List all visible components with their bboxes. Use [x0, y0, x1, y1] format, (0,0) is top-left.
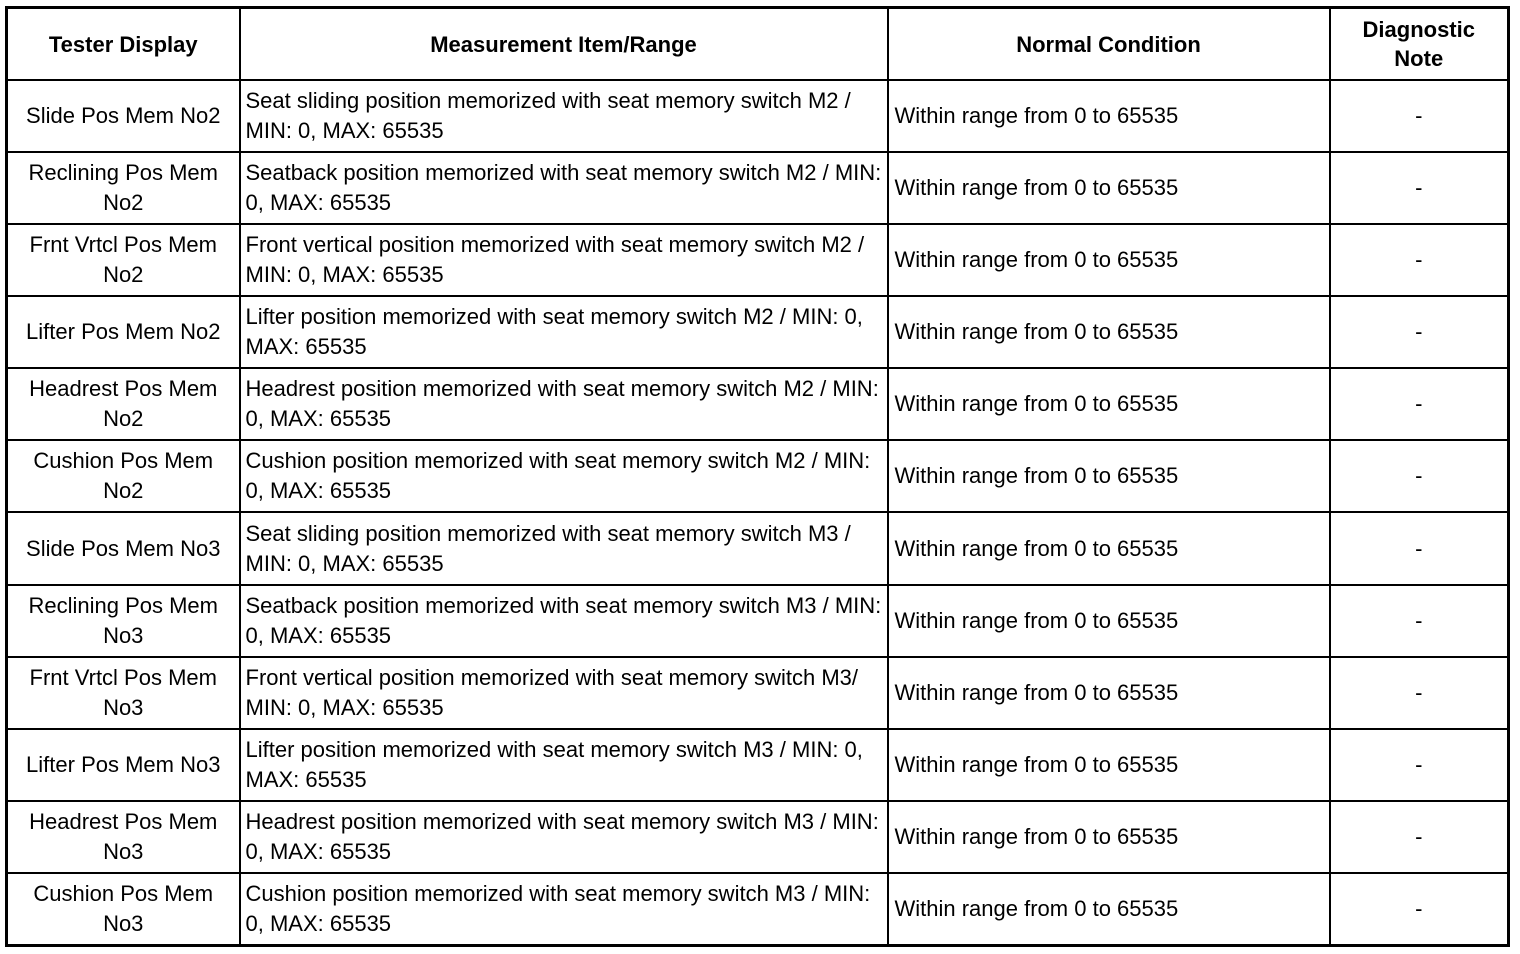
table-row — [7, 585, 1509, 657]
tester-display-cell: Cushion Pos Mem No2 — [7, 440, 240, 512]
tester-display-cell: Headrest Pos Mem No3 — [7, 801, 240, 873]
diagnostic-note-cell: - — [1330, 80, 1509, 152]
header-diagnostic-note: Diagnostic Note — [1330, 8, 1509, 81]
measurement-cell: Seatback position memorized with seat memory switch M3 / MIN: 0, MAX: 65535 — [240, 585, 888, 657]
header-measurement: Measurement Item/Range — [240, 8, 888, 81]
measurement-cell: Seat sliding position memorized with seat memory switch M3 / MIN: 0, MAX: 65535 — [240, 512, 888, 584]
tester-display-cell: Frnt Vrtcl Pos Mem No2 — [7, 224, 240, 296]
tester-display-cell: Lifter Pos Mem No3 — [7, 729, 240, 801]
normal-condition-cell: Within range from 0 to 65535 — [888, 224, 1330, 296]
diagnostic-note-cell: - — [1330, 224, 1509, 296]
measurement-cell: Cushion position memorized with seat memory switch M3 / MIN: 0, MAX: 65535 — [240, 873, 888, 946]
measurement-cell: Cushion position memorized with seat memory switch M2 / MIN: 0, MAX: 65535 — [240, 440, 888, 512]
measurement-cell: Seat sliding position memorized with seat memory switch M2 / MIN: 0, MAX: 65535 — [240, 80, 888, 152]
measurement-cell: Seatback position memorized with seat memory switch M2 / MIN: 0, MAX: 65535 — [240, 152, 888, 224]
measurement-cell: Lifter position memorized with seat memory switch M3 / MIN: 0, MAX: 65535 — [240, 729, 888, 801]
measurement-cell: Front vertical position memorized with seat memory switch M2 / MIN: 0, MAX: 65535 — [240, 224, 888, 296]
tester-display-cell: Cushion Pos Mem No3 — [7, 873, 240, 946]
diagnostic-note-cell: - — [1330, 873, 1509, 946]
table-row — [7, 152, 1509, 224]
normal-condition-cell: Within range from 0 to 65535 — [888, 368, 1330, 440]
table-row — [7, 296, 1509, 368]
diagnostic-note-cell: - — [1330, 296, 1509, 368]
normal-condition-cell: Within range from 0 to 65535 — [888, 657, 1330, 729]
header-normal-condition: Normal Condition — [888, 8, 1330, 81]
table-row — [7, 729, 1509, 801]
normal-condition-cell: Within range from 0 to 65535 — [888, 801, 1330, 873]
header-tester-display: Tester Display — [7, 8, 240, 81]
diagnostic-note-cell: - — [1330, 729, 1509, 801]
table-row — [7, 873, 1509, 946]
normal-condition-cell: Within range from 0 to 65535 — [888, 873, 1330, 946]
tester-display-cell: Reclining Pos Mem No3 — [7, 585, 240, 657]
normal-condition-cell: Within range from 0 to 65535 — [888, 512, 1330, 584]
data-list-table-container — [5, 6, 1507, 947]
diagnostic-note-cell: - — [1330, 152, 1509, 224]
diagnostic-note-cell: - — [1330, 657, 1509, 729]
measurement-cell: Headrest position memorized with seat memory switch M2 / MIN: 0, MAX: 65535 — [240, 368, 888, 440]
diagnostic-note-cell: - — [1330, 368, 1509, 440]
tester-display-cell: Headrest Pos Mem No2 — [7, 368, 240, 440]
normal-condition-cell: Within range from 0 to 65535 — [888, 152, 1330, 224]
tester-display-cell: Reclining Pos Mem No2 — [7, 152, 240, 224]
diagnostic-note-cell: - — [1330, 440, 1509, 512]
table-row — [7, 80, 1509, 152]
normal-condition-cell: Within range from 0 to 65535 — [888, 296, 1330, 368]
tester-display-cell: Lifter Pos Mem No2 — [7, 296, 240, 368]
measurement-cell: Headrest position memorized with seat memory switch M3 / MIN: 0, MAX: 65535 — [240, 801, 888, 873]
table-row — [7, 512, 1509, 584]
diagnostic-note-cell: - — [1330, 585, 1509, 657]
tester-display-cell: Slide Pos Mem No3 — [7, 512, 240, 584]
measurement-cell: Lifter position memorized with seat memory switch M2 / MIN: 0, MAX: 65535 — [240, 296, 888, 368]
diagnostic-note-cell: - — [1330, 801, 1509, 873]
normal-condition-cell: Within range from 0 to 65535 — [888, 585, 1330, 657]
tester-display-cell: Slide Pos Mem No2 — [7, 80, 240, 152]
normal-condition-cell: Within range from 0 to 65535 — [888, 440, 1330, 512]
table-row — [7, 368, 1509, 440]
tester-display-cell: Frnt Vrtcl Pos Mem No3 — [7, 657, 240, 729]
header-row — [7, 8, 1509, 81]
data-list-table — [5, 6, 1510, 947]
table-row — [7, 440, 1509, 512]
diagnostic-note-cell: - — [1330, 512, 1509, 584]
normal-condition-cell: Within range from 0 to 65535 — [888, 80, 1330, 152]
measurement-cell: Front vertical position memorized with seat memory switch M3/ MIN: 0, MAX: 65535 — [240, 657, 888, 729]
table-row — [7, 224, 1509, 296]
normal-condition-cell: Within range from 0 to 65535 — [888, 729, 1330, 801]
table-row — [7, 801, 1509, 873]
table-row — [7, 657, 1509, 729]
